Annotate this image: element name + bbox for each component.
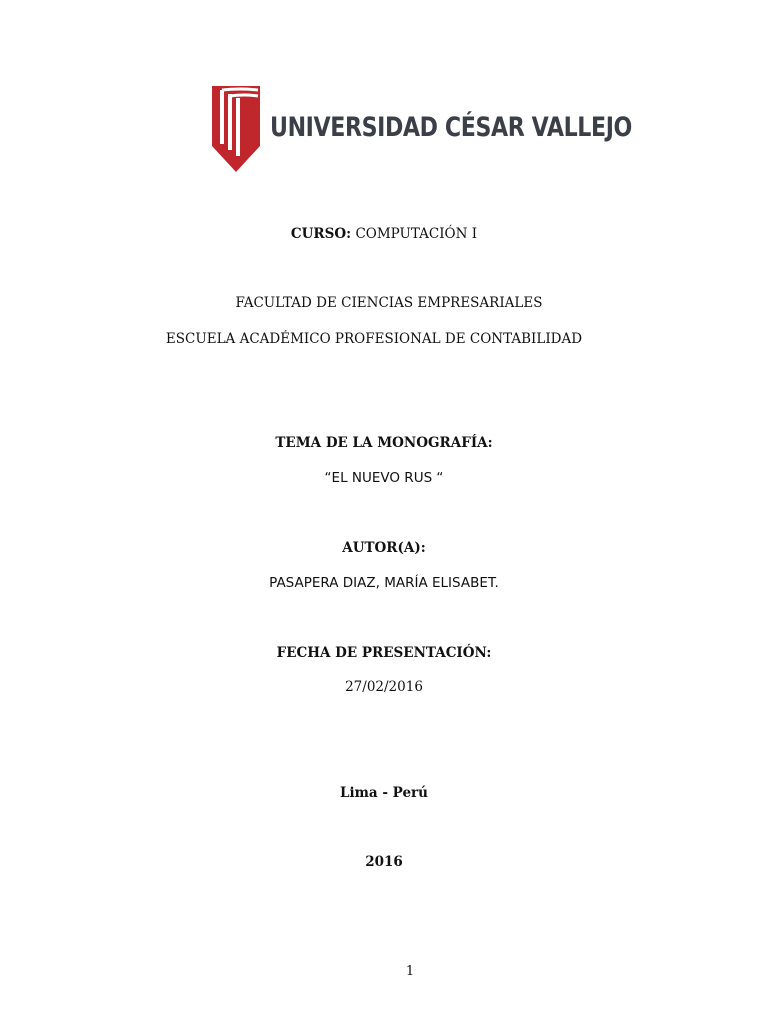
university-shield-icon <box>210 84 262 174</box>
topic-label: TEMA DE LA MONOGRAFÍA: <box>275 435 493 451</box>
course-line <box>0 226 768 242</box>
faculty-line: FACULTAD DE CIENCIAS EMPRESARIALES <box>235 295 543 311</box>
author-label: AUTOR(A): <box>342 540 426 556</box>
page-number: 1 <box>405 964 415 979</box>
date-value: 27/02/2016 <box>345 679 423 695</box>
author-value: PASAPERA DIAZ, MARÍA ELISABET. <box>269 575 499 591</box>
topic-value: “EL NUEVO RUS “ <box>324 470 444 486</box>
date-label: FECHA DE PRESENTACIÓN: <box>276 645 492 661</box>
university-name: UNIVERSIDAD CÉSAR VALLEJO <box>270 112 632 143</box>
location: Lima - Perú <box>340 785 428 801</box>
course-label: CURSO: <box>290 226 352 242</box>
university-logo <box>210 84 632 176</box>
school-line: ESCUELA ACADÉMICO PROFESIONAL DE CONTABILIDAD <box>165 331 583 347</box>
course-value: COMPUTACIÓN I <box>355 226 478 242</box>
year: 2016 <box>365 854 403 870</box>
